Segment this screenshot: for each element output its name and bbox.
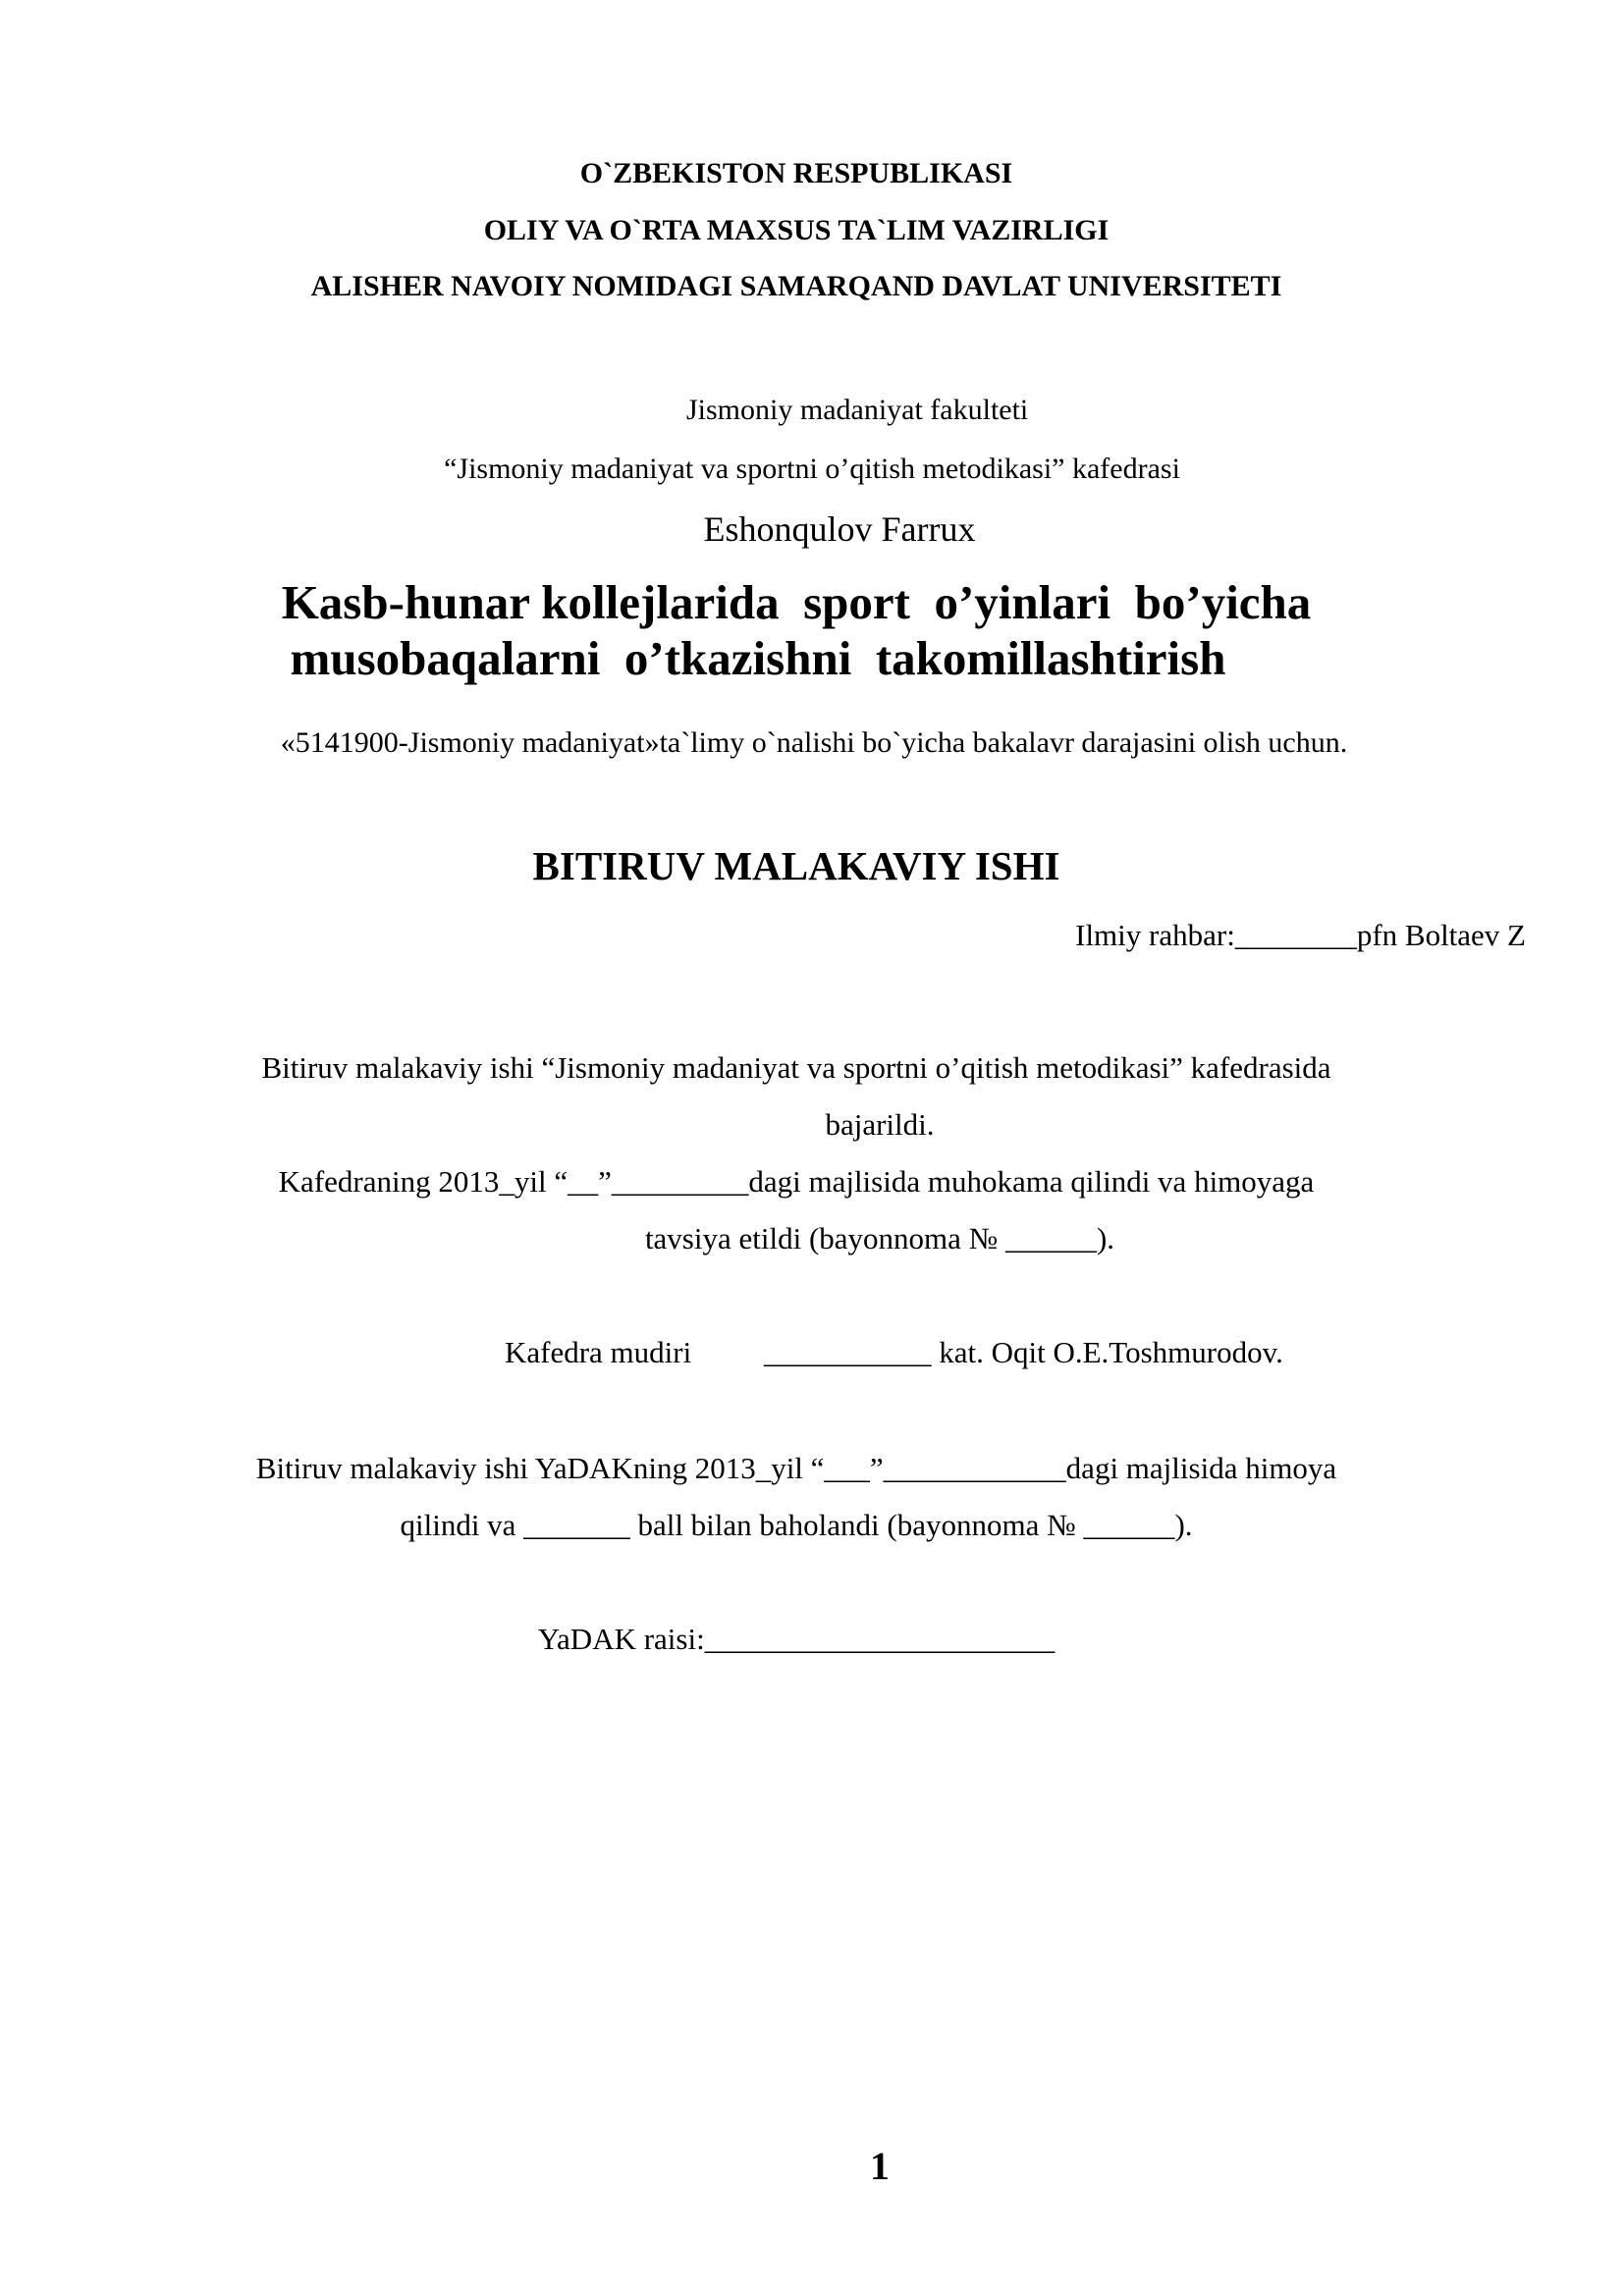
defense-line-1: Bitiruv malakaviy ishi YaDAKning 2013_yil “___”____________dagi majlisida himoya — [255, 1451, 1337, 1485]
completion-line-1: Bitiruv malakaviy ishi “Jismoniy madaniyat va sportni o’qitish metodikasi” kafedrasida — [261, 1050, 1331, 1085]
department-name: “Jismoniy madaniyat va sportni o’qitish metodikasi” kafedrasi — [444, 453, 1180, 485]
republic-heading: O`ZBEKISTON RESPUBLIKASI — [579, 157, 1013, 189]
ministry-heading: OLIY VA O`RTA MAXSUS TA`LIM VAZIRLIGI — [483, 214, 1110, 246]
defense-line-2: qilindi va _______ ball bilan baholandi (bayonnoma № ______). — [400, 1508, 1193, 1542]
commission-chair-line: YaDAK raisi:_______________________ — [537, 1622, 1056, 1656]
university-heading: ALISHER NAVOIY NOMIDAGI SAMARQAND DAVLAT UNIVERSITETI — [310, 270, 1282, 302]
supervisor-line: Ilmiy rahbar:________pfn Boltaev Z — [1075, 918, 1526, 952]
thesis-title-line-1: Kasb-hunar kollejlarida sport o’yinlari bo’yicha — [281, 575, 1312, 629]
completion-line-2: bajarildi. — [825, 1107, 935, 1142]
completion-line-3: Kafedraning 2013_yil “__”_________dagi majlisida muhokama qilindi va himoyaga — [278, 1164, 1315, 1199]
completion-line-4: tavsiya etildi (bayonnoma № ______). — [644, 1221, 1115, 1255]
thesis-title-line-2: musobaqalarni o’tkazishni takomillashtirish — [290, 631, 1226, 685]
author-name: Eshonqulov Farrux — [703, 509, 976, 549]
head-of-department-label: Kafedra mudiri — [505, 1335, 692, 1369]
head-of-department-signature: ___________ kat. Oqit O.E.Toshmurodov. — [764, 1335, 1283, 1369]
page-number: 1 — [870, 2144, 890, 2188]
degree-direction: «5141900-Jismoniy madaniyat»ta`limy o`nalishi bo`yicha bakalavr darajasini olish uchun. — [280, 726, 1348, 759]
faculty-name: Jismoniy madaniyat fakulteti — [686, 394, 1029, 426]
work-type-heading: BITIRUV MALAKAVIY ISHI — [532, 843, 1060, 888]
